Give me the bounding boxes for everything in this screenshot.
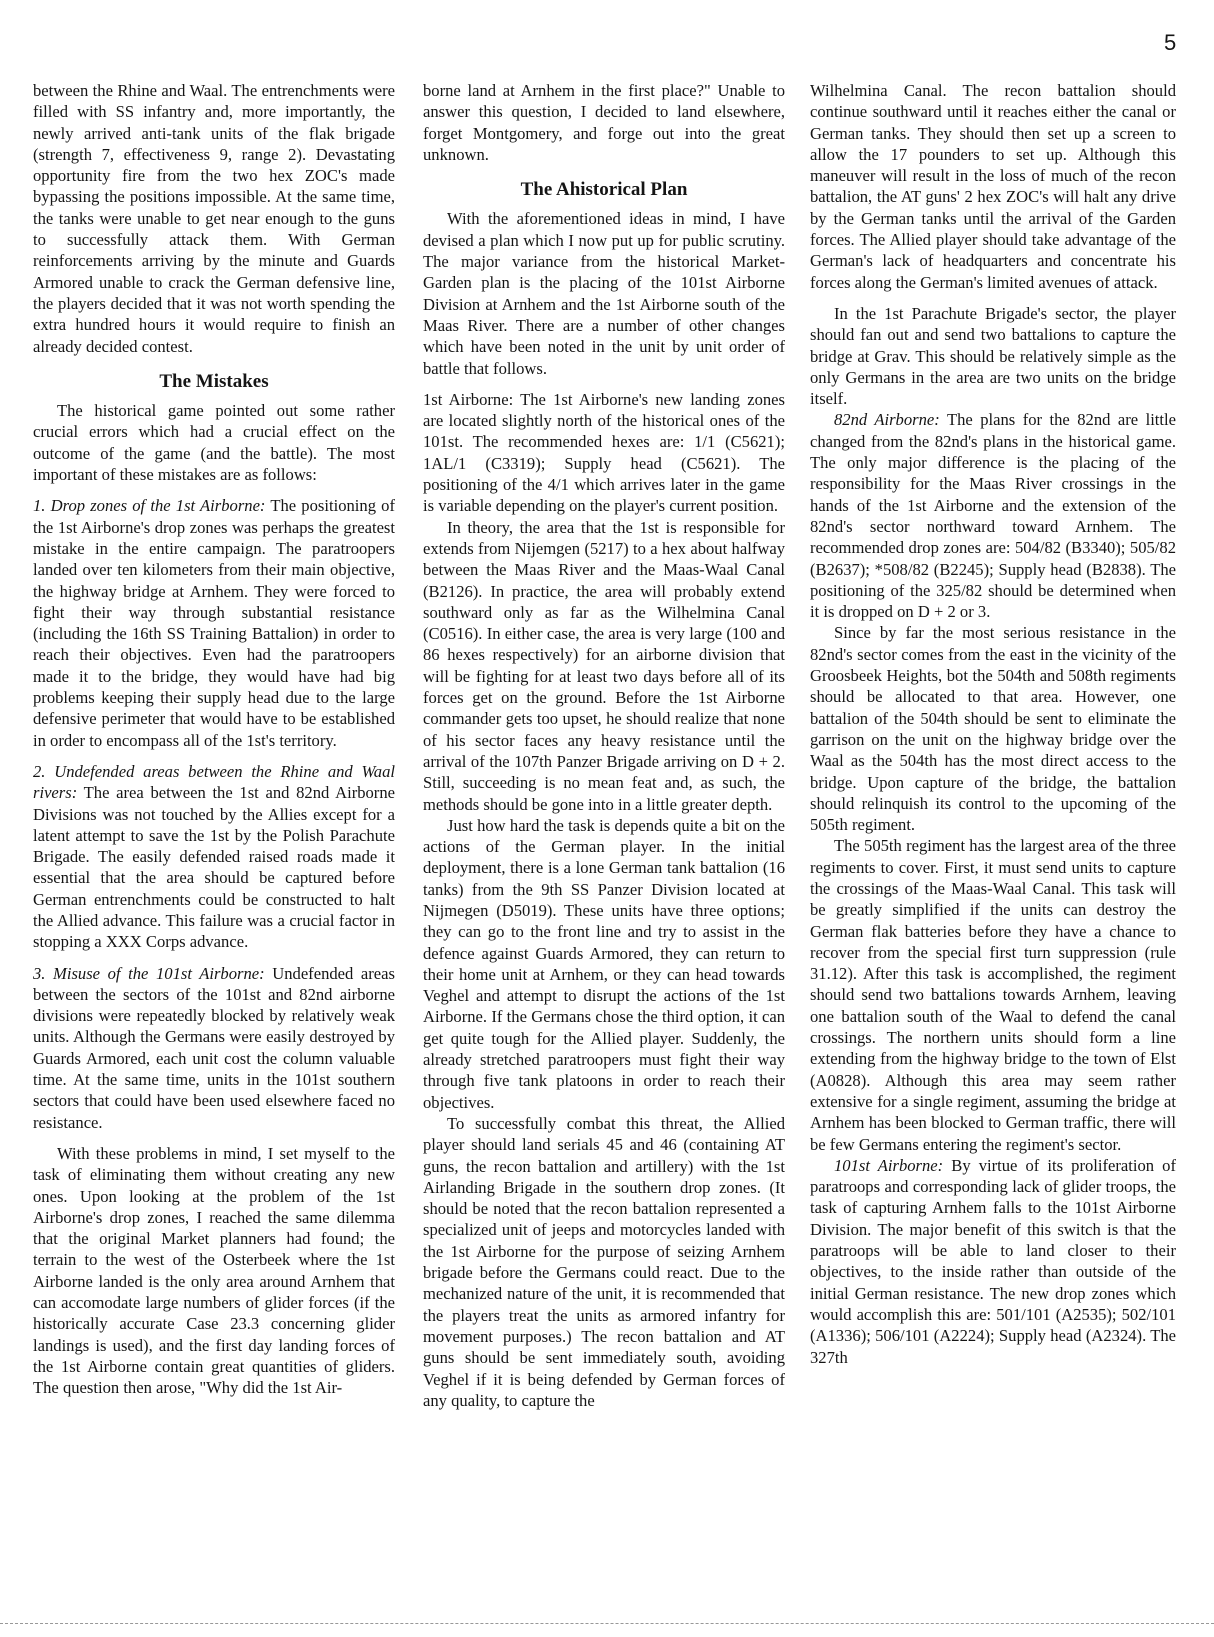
paragraph: Since by far the most serious resistance in the 82nd's sector comes from the east in the vicinity of the Groosbeek Heights, bot the 504th and 508th regiments should be allocated to that area. However, one battalion of the 504th should be sent to eliminate the garrison on the unit on the highway bridge over the Waal as the 504th has the most direct access to the bridge. Upon capture of the bridge, the battalion should relinquish its control to the upcoming of the 505th regiment. [810, 623, 1176, 835]
footer-rule [0, 1623, 1214, 1626]
item-text: Undefended areas between the sectors of the 101st and 82nd airborne divisions were repeatedly blocked by relatively weak units. Although the Germans were easily destroyed by Guards Armored, each unit cost the column valuable time. At the same time, units in the 101st southern sectors that could have been used elsewhere faced no resistance. [33, 963, 395, 1132]
section-heading-ahistorical-plan: The Ahistorical Plan [520, 179, 688, 201]
mistake-item-3 [33, 963, 395, 1133]
paragraph: With the aforementioned ideas in mind, I have devised a plan which I now put up for public scrutiny. The major variance from the historical Market-Garden plan is the placing of the 101st Airborne Division at Arnhem and the 1st Airborne south of the Maas River. There are a number of other changes which have been noted in the unit by unit order of battle that follows. [423, 209, 785, 378]
article-column-3 [810, 80, 1176, 1579]
page-number: 5 [1164, 30, 1177, 55]
paragraph-101st-airborne [810, 1155, 1176, 1368]
paragraph: In theory, the area that the 1st is responsible for extends from Nijemgen (5217) to a hex about halfway between the Maas River and the Maas-Waal Canal (B2126). In practice, the area will probably extend southward only as far as the Wilhelmina Canal (C0516). In either case, the area is very large (100 and 86 hexes respectively) for an airborne division that will be fighting for at least two days before all of its forces get on the ground. Before the 1st Airborne commander gets too upset, he should realize that none of his sector faces any heavy resistance until the arrival of the 107th Panzer Brigade arriving on D + 2. Still, succeeding is no mean feat and, as such, the methods should be gone into in a little greater depth. [423, 517, 785, 814]
paragraph: between the Rhine and Waal. The entrenchments were filled with SS infantry and, more importantly, the newly arrived anti-tank units of the flak brigade (strength 7, effectiveness 9, range 2). Devastating opportunity fire from the two hex ZOC's made bypassing the positions impossible. At the same time, the tanks were unable to get near enough to the guns to successfully attack them. With German reinforcements arriving by the minute and Guards Armored unable to crack the German defensive line, the players decided that it was not worth spending the extra hundred hours it would require to finish an already decided contest. [33, 81, 395, 356]
paragraph-label: 82nd Airborne: [834, 410, 940, 430]
item-label: 3. Misuse of the 101st Airborne: [33, 963, 265, 983]
mistake-item-1 [33, 495, 395, 751]
paragraph: borne land at Arnhem in the first place?" Unable to answer this question, I decided to land elsewhere, forget Montgomery, and forge out into the great unknown. [423, 81, 785, 164]
paragraph-text: By virtue of its proliferation of paratroops and corresponding lack of glider troops, the task of capturing Arnhem falls to the 101st Airborne Division. The major benefit of this switch is that the paratroops will be able to land closer to their objectives, to the inside rather than outside of the initial German resistance. The new drop zones which would accomplish this are: 501/101 (A2535); 502/101 (A1336); 506/101 (A2224); Supply head (A2324). The 327th [810, 1155, 1176, 1367]
item-label: 2. Undefended areas between the Rhine and Waal rivers: [33, 761, 395, 803]
paragraph-text: The plans for the 82nd are little changed from the 82nd's plans in the historical game. The only major difference is the placing of the responsibility for the Maas River crossings in the hands of the 1st Airborne and the extension of the 82nd's sector northward toward Arnhem. The recommended drop zones are: 504/82 (B3340); 505/82 (B2637); *508/82 (B2245); Supply head (B2838). The positioning of the 325/82 should be determined when it is dropped on D + 2 or 3. [810, 410, 1176, 622]
paragraph: Wilhelmina Canal. The recon battalion should continue southward until it reaches either the canal or German tanks. They should then set up a screen to allow the 17 pounders to set up. Although this maneuver will result in the loss of much of the recon battalion, the AT guns' 2 hex ZOC's will halt any drive by the German tanks until the arrival of the Garden forces. The Allied player should take advantage of the German's lack of headquarters and concentrate his forces along the German's limited avenues of attack. [810, 81, 1176, 292]
paragraph: With these problems in mind, I set myself to the task of eliminating them without creating any new ones. Upon looking at the problem of the 1st Airborne's drop zones, I reached the same dilemma that the original Market planners had found; the terrain to the west of the Osterbeek where the 1st Airborne landed is the only area around Arnhem that can accomodate large numbers of glider forces (if the historically accurate Case 23.3 concerning glider landings is used), and the first day landing forces of the 1st Airborne contain great quantities of gliders. The question then arose, "Why did the 1st Air- [33, 1143, 395, 1398]
item-label: 1. Drop zones of the 1st Airborne: [33, 496, 266, 516]
paragraph: To successfully combat this threat, the Allied player should land serials 45 and 46 (containing AT guns, the recon battalion and artillery) with the 1st Airlanding Brigade in the southern drop zones. (It should be noted that the recon battalion represented a specialized unit of jeeps and motorcycles landed with the 1st Airborne for the purpose of seizing Arnhem brigade before the Germans could react. Due to the mechanized nature of the unit, it is recommended that the players treat the units as armored infantry for movement purposes.) The recon battalion and AT guns should be sent immediately south, avoiding Veghel if it is being defended by German forces of any quality, to capture the [423, 1113, 785, 1410]
article-column-2 [423, 80, 785, 1579]
paragraph: In the 1st Parachute Brigade's sector, the player should fan out and send two battalions to capture the bridge at Grav. This should be relatively simple as the only Germans in the area are two units on the bridge itself. [810, 303, 1176, 409]
item-text: The area between the 1st and 82nd Airborne Divisions was not touched by the Allies except for a latent attempt to save the 1st by the Polish Parachute Brigade. The easily defended raised roads made it essential that the area should be captured before German entrenchments could be constructed to halt the Allied advance. This failure was a crucial factor in stopping a XXX Corps advance. [33, 783, 395, 952]
paragraph: 1st Airborne: The 1st Airborne's new landing zones are located slightly north of the historical ones of the 101st. The recommended hexes are: 1/1 (C5621); 1AL/1 (C3319); Supply head (C5621). The positioning of the 4/1 which arrives later in the game is variable depending on the player's current position. [423, 389, 785, 516]
paragraph: The 505th regiment has the largest area of the three regiments to cover. First, it must send units to capture the crossings of the Maas-Waal Canal. This task will be greatly simplified if the units can destroy the German flak batteries before they have a chance to recover from the special first turn suppression (rule 31.12). After this task is accomplished, the regiment should send two battalions towards Arnhem, leaving one battalion south of the Waal to defend the canal crossings. The northern units should form a line extending from the highway bridge to the town of Elst (A0828). Although this area may seem rather extensive for a single regiment, assuming the bridge at Arnhem has been blocked to German traffic, there will be few Germans entering the regiment's sector. [810, 836, 1176, 1154]
paragraph-82nd-airborne [810, 409, 1176, 622]
paragraph: The historical game pointed out some rather crucial errors which had a crucial effect on the outcome of the game (and the battle). The most important of these mistakes are as follows: [33, 401, 395, 485]
paragraph-label: 101st Airborne: [834, 1155, 944, 1175]
mistake-item-2 [33, 761, 395, 953]
item-text: The positioning of the 1st Airborne's drop zones was perhaps the greatest mistake in the entire campaign. The paratroopers landed over ten kilometers from their main objective, the highway bridge at Arnhem. They were forced to fight their way through substantial resistance (including the 16th SS Training Battalion) in order to reach their objectives. Even had the paratroopers made it to the bridge, they would have had big problems keeping their supply head due to the large defensive perimeter that would have to be established in order to encompass all of the 1st's territory. [33, 496, 395, 750]
article-column-1 [33, 80, 395, 1579]
paragraph: Just how hard the task is depends quite a bit on the actions of the German player. In the initial deployment, there is a lone German tank battalion (16 tanks) from the 9th SS Panzer Division located at Nijmegen (D5019). These units have three options; they can go to the front line and try to assist in the defence against Guards Armored, they can return to their home unit at Arnhem, or they can head towards Veghel and attempt to disrupt the actions of the 1st Airborne. If the Germans chose the third option, it can get quite tough for the Allied player. Suddenly, the already stretched paratroopers must fight their way through five tank platoons in order to reach their objectives. [423, 815, 785, 1112]
section-heading-mistakes: The Mistakes [159, 370, 269, 392]
